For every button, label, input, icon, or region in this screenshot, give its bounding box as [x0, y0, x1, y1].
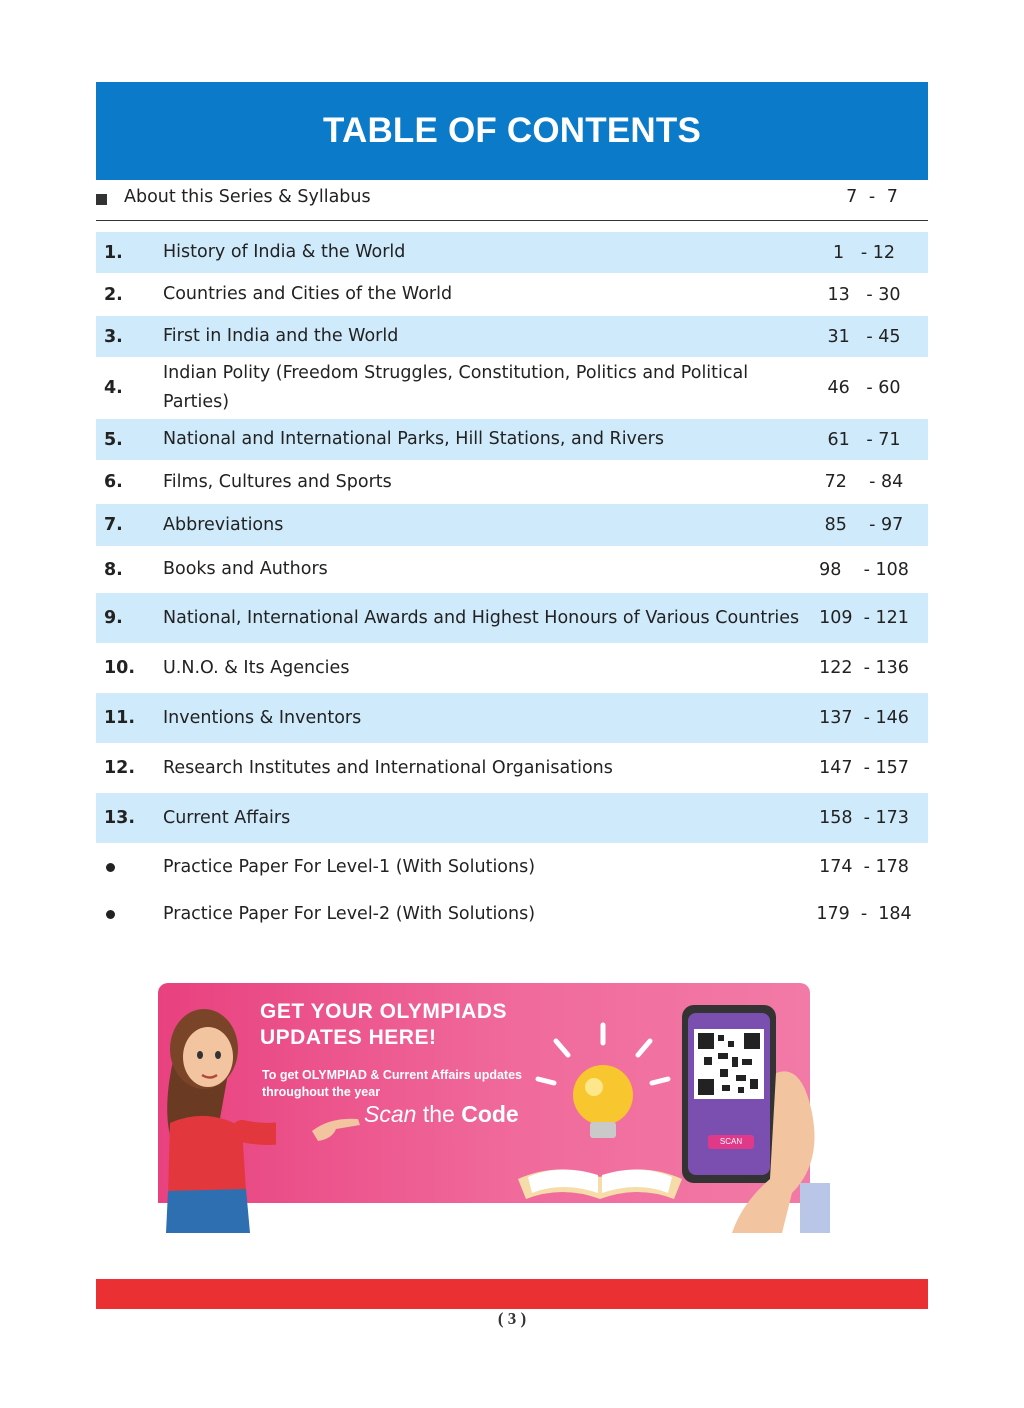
toc-number: 5. — [104, 429, 123, 450]
toc-number: 12. — [104, 758, 136, 778]
toc-pages: 137 - 146 — [819, 708, 909, 728]
scan-button: SCAN — [708, 1135, 754, 1149]
toc-number: 11. — [104, 708, 136, 728]
toc-pages: 85 - 97 — [824, 515, 904, 535]
about-row — [96, 182, 928, 221]
toc-title-text: Research Institutes and International Organisations — [163, 757, 613, 778]
toc-row — [96, 273, 928, 316]
toc-number: 7. — [104, 515, 123, 535]
toc-header — [96, 82, 928, 180]
toc-list — [96, 232, 928, 937]
toc-row — [96, 743, 928, 793]
toc-row — [96, 793, 928, 843]
toc-row — [96, 232, 928, 273]
toc-title-text: History of India & the World — [163, 242, 406, 262]
toc-pages: 31 - 45 — [827, 326, 901, 347]
banner-subtitle: To get OLYMPIAD & Current Affairs updates throughout the year — [262, 1068, 522, 1099]
toc-number: 6. — [104, 472, 123, 492]
toc-number: 1. — [104, 242, 123, 263]
page-number: ( 3 ) — [497, 1309, 527, 1328]
toc-title-text: National, International Awards and Highest Honours of Various Countries — [163, 607, 800, 628]
toc-title-text: Inventions & Inventors — [163, 707, 362, 728]
toc-pages: 158 - 173 — [819, 808, 909, 828]
round-bullet-icon — [106, 910, 115, 919]
toc-pages: 72 - 84 — [824, 472, 904, 492]
toc-title-text: Films, Cultures and Sports — [163, 471, 392, 492]
girl-illustration-icon — [146, 991, 276, 1233]
toc-number: 9. — [104, 608, 123, 628]
toc-title-text: Current Affairs — [163, 807, 291, 828]
toc-number: 10. — [104, 658, 136, 678]
toc-pages: 98 - 108 — [819, 559, 909, 580]
olympiad-banner — [158, 983, 810, 1203]
toc-pages: 1 - 12 — [833, 242, 895, 263]
toc-number: 8. — [104, 559, 123, 580]
toc-pages: 46 - 60 — [827, 378, 901, 398]
toc-pages: 61 - 71 — [827, 429, 901, 450]
toc-number: 3. — [104, 326, 123, 347]
practice-row — [96, 891, 928, 937]
about-pages: 7 - 7 — [846, 187, 898, 207]
pointing-hand-icon — [308, 1107, 368, 1147]
toc-row — [96, 460, 928, 504]
lightbulb-book-icon — [508, 1021, 688, 1206]
phone-qr-code-icon — [672, 1003, 832, 1233]
toc-title-text: First in India and the World — [163, 326, 399, 346]
toc-pages: 109 - 121 — [819, 608, 909, 628]
practice-pages: 179 - 184 — [816, 904, 912, 924]
toc-row — [96, 419, 928, 460]
toc-title-text: U.N.O. & Its Agencies — [163, 657, 350, 678]
banner-scan-text — [364, 1101, 519, 1128]
toc-title-text: Countries and Cities of the World — [163, 284, 453, 304]
practice-title: Practice Paper For Level-1 (With Solutions) — [163, 856, 536, 877]
toc-number: 13. — [104, 808, 136, 828]
scan-word: the — [416, 1101, 462, 1127]
scan-word: Scan — [364, 1101, 417, 1127]
toc-row — [96, 357, 928, 419]
toc-row — [96, 546, 928, 593]
footer-bar — [96, 1279, 928, 1309]
banner-title-line: GET YOUR OLYMPIADS — [260, 1000, 508, 1023]
toc-pages: 122 - 136 — [819, 658, 909, 678]
square-bullet-icon — [96, 194, 107, 205]
practice-pages: 174 - 178 — [819, 857, 909, 877]
toc-title-text: Abbreviations — [163, 514, 284, 535]
practice-title: Practice Paper For Level-2 (With Solutions) — [163, 903, 536, 924]
toc-title-text: Books and Authors — [163, 559, 328, 579]
toc-row — [96, 316, 928, 357]
toc-title-text: Indian Polity (Freedom Struggles, Constitution, Politics and Political Parties) — [163, 363, 749, 412]
banner-title-line: UPDATES HERE! — [260, 1026, 437, 1049]
about-label: About this Series & Syllabus — [124, 187, 371, 207]
toc-row — [96, 593, 928, 643]
practice-row — [96, 843, 928, 891]
toc-pages: 13 - 30 — [827, 284, 901, 305]
toc-number: 2. — [104, 284, 123, 305]
toc-pages: 147 - 157 — [819, 758, 909, 778]
toc-row — [96, 504, 928, 546]
toc-number: 4. — [104, 378, 123, 398]
toc-row — [96, 693, 928, 743]
scan-word: Code — [461, 1101, 519, 1127]
toc-title-text: National and International Parks, Hill Stations, and Rivers — [163, 429, 664, 449]
toc-row — [96, 643, 928, 693]
toc-title: TABLE OF CONTENTS — [322, 111, 701, 150]
round-bullet-icon — [106, 863, 115, 872]
banner-title — [260, 999, 507, 1051]
